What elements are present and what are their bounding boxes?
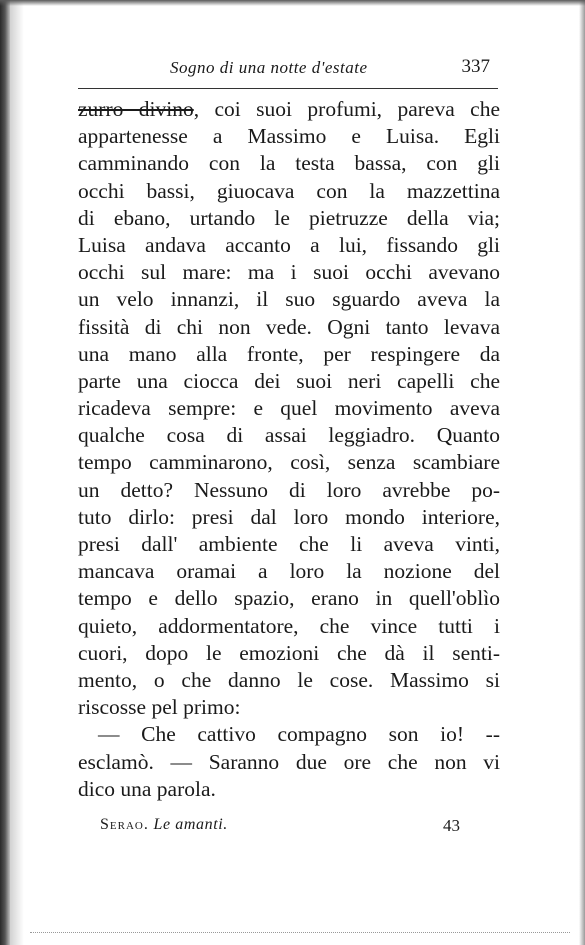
text-line: [78, 96, 500, 123]
text-line: parte una ciocca dei suoi neri capelli che: [78, 368, 500, 393]
text-line: tempo camminarono, così, senza scambiare: [78, 450, 500, 475]
running-title: Sogno di una notte d'estate: [170, 58, 368, 77]
bottom-edge-mark: [30, 932, 570, 934]
dialogue-line: — Che cattivo compagno son io! --: [98, 722, 500, 747]
book-spine-shadow: [0, 0, 10, 945]
signature-mark: 43: [443, 816, 460, 835]
text-line: fissità di chi non vede. Ogni tanto levava: [78, 314, 500, 339]
running-header: [78, 52, 498, 86]
text-line: riscosse pel primo:: [78, 695, 241, 720]
text-line: ricadeva sempre: e quel movimento aveva: [78, 396, 500, 421]
page-edge-shadow: [579, 0, 585, 945]
text-line: qualche cosa di assai leggiadro. Quanto: [78, 423, 500, 448]
text-line: esclamò. — Saranno due ore che non vi: [78, 749, 500, 774]
text-line: camminando con la testa bassa, con gli: [78, 151, 500, 176]
header-rule: [78, 88, 498, 89]
text-line: mancava oramai a loro la nozione del: [78, 559, 500, 584]
page-number: 337: [461, 56, 490, 77]
text-line: Luisa andava accanto a lui, fissando gli: [78, 232, 500, 257]
footer-author: Serao.: [100, 816, 149, 833]
text-line: un detto? Nessuno di loro avrebbe po-: [78, 477, 500, 502]
text-line: un velo innanzi, il suo sguardo aveva la: [78, 287, 500, 312]
text-line: presi dall' ambiente che li aveva vinti,: [78, 532, 500, 556]
struck-fragment: zurro divino: [78, 97, 194, 121]
top-edge-shadow: [0, 0, 585, 6]
text-line: di ebano, urtando le pietruzze della via;: [78, 205, 500, 230]
footer-signature: [100, 816, 228, 834]
page-footer: [100, 816, 460, 840]
text-line: una mano alla fronte, per respingere da: [78, 341, 500, 366]
text-line: cuori, dopo le emozioni che dà il senti-: [78, 640, 500, 665]
text-line: appartenesse a Massimo e Luisa. Egli: [78, 124, 500, 149]
text-line: tuto dirlo: presi dal loro mondo interiore,: [78, 504, 500, 529]
text-line: quieto, addormentatore, che vince tutti i: [78, 613, 500, 638]
body-text: [78, 96, 500, 803]
text-line: mento, o che danno le cose. Massimo si: [78, 667, 500, 692]
footer-work-title: Le amanti.: [153, 816, 228, 833]
text-line: occhi bassi, giuocava con la mazzettina: [78, 178, 500, 203]
gutter-shadow: [10, 0, 24, 945]
text-line: dico una parola.: [78, 776, 216, 801]
text-line-rest: , coi suoi profumi, pareva che: [193, 97, 500, 121]
text-line: occhi sul mare: ma i suoi occhi avevano: [78, 260, 500, 285]
text-line: tempo e dello spazio, erano in quell'oblìo: [78, 586, 500, 611]
